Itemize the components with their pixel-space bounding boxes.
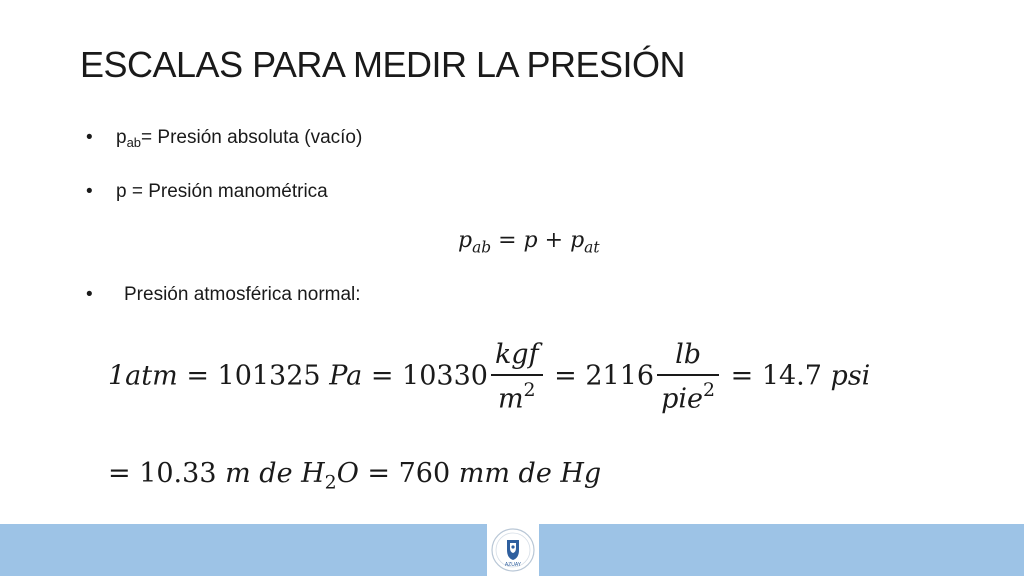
eq-number: = 2116	[545, 360, 655, 392]
eq-subscript: at	[584, 238, 600, 257]
fraction-kgf-m2	[491, 340, 543, 414]
eq-unit: m	[497, 383, 524, 415]
eq-unit: psi	[830, 360, 871, 392]
eq-term: p	[458, 228, 473, 253]
bullet-dot: •	[86, 284, 93, 305]
slide-title: ESCALAS PARA MEDIR LA PRESIÓN	[80, 44, 686, 85]
equation-absolute-pressure	[458, 228, 600, 256]
university-logo	[487, 524, 539, 576]
eq-operator: =	[491, 228, 524, 253]
bullet-dot: •	[86, 127, 93, 148]
eq-number: = 101325	[177, 360, 330, 392]
bullet-gauge-pressure	[86, 181, 328, 203]
fraction-denominator	[491, 374, 543, 414]
bullet-text: Presión atmosférica normal:	[124, 284, 361, 305]
eq-number: = 14.7	[722, 360, 831, 392]
eq-unit: mm de Hg	[458, 458, 602, 489]
fraction-denominator	[657, 374, 719, 414]
fraction-lb-pie2	[657, 340, 719, 414]
footer-bar	[0, 524, 1024, 576]
eq-unit: O	[336, 458, 359, 489]
eq-subscript: 2	[324, 471, 337, 494]
eq-unit: Pa	[329, 360, 363, 392]
eq-unit: m de H	[225, 458, 325, 489]
eq-term: 1atm	[108, 360, 178, 392]
eq-number: = 760	[358, 458, 459, 489]
eq-operator: +	[537, 228, 571, 253]
equation-atm-conversions	[108, 340, 870, 414]
equation-atm-conversions-continued	[108, 458, 601, 494]
bullet-text: = Presión absoluta (vacío)	[141, 127, 363, 148]
fraction-numerator: lb	[675, 339, 702, 370]
bullet-subscript: ab	[126, 135, 142, 150]
svg-text:AZUAY: AZUAY	[504, 562, 522, 568]
bullet-symbol: p	[116, 127, 127, 148]
eq-term: p	[523, 228, 538, 253]
eq-unit: pie	[661, 383, 703, 415]
bullet-dot: •	[86, 181, 93, 202]
eq-superscript: 2	[703, 378, 716, 401]
eq-term: p	[570, 228, 585, 253]
eq-number: = 10330	[362, 360, 488, 392]
eq-number: = 10.33	[108, 458, 226, 489]
bullet-text: p = Presión manométrica	[116, 181, 328, 202]
eq-subscript: ab	[472, 238, 492, 257]
bullet-absolute-pressure	[86, 127, 363, 150]
fraction-numerator: kgf	[494, 339, 539, 370]
eq-superscript: 2	[523, 378, 536, 401]
bullet-atmospheric-pressure	[86, 284, 361, 306]
university-seal-icon	[487, 524, 539, 576]
